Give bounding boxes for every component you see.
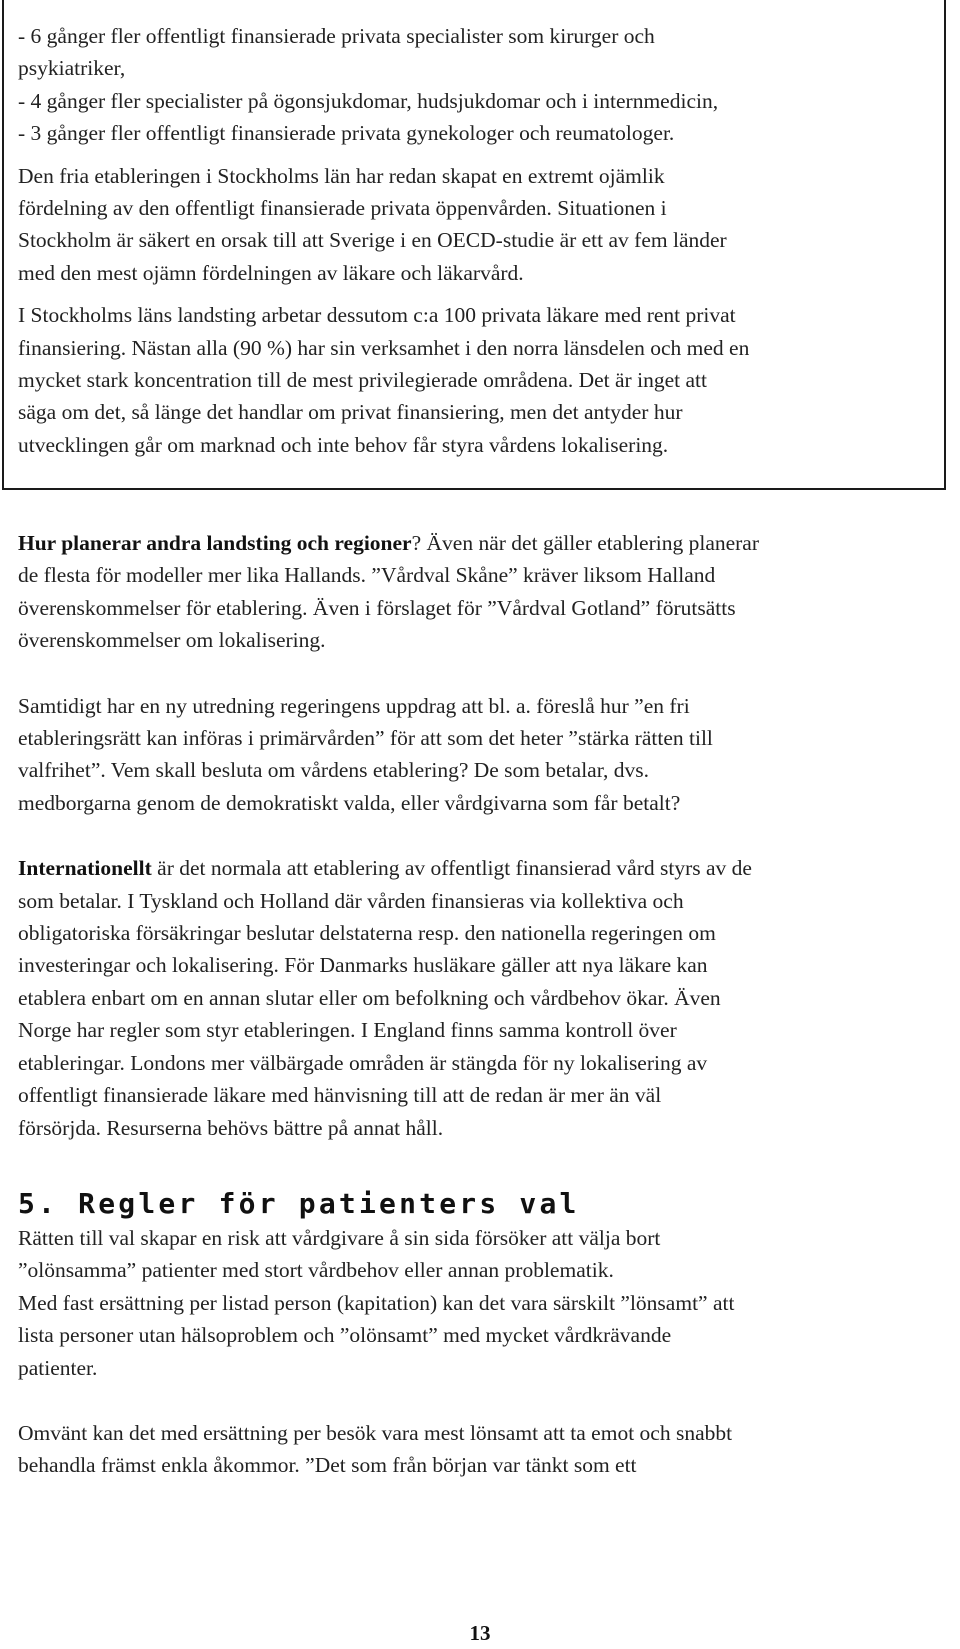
box-paragraph-line: finansiering. Nästan alla (90 %) har sin verksamhet i den norra länsdelen och med en <box>18 335 750 360</box>
box-list-line: - 4 gånger fler specialister på ögonsjukdomar, hudsjukdomar och i internmedicin, <box>18 88 719 113</box>
paragraph-line: obligatoriska försäkringar beslutar delstaterna resp. den nationella regeringen om <box>18 921 716 946</box>
box-paragraph-line: säga om det, så länge det handlar om privat finansiering, men det antyder hur <box>18 400 683 425</box>
paragraph-line: valfrihet”. Vem skall besluta om vårdens etablering? De som betalar, dvs. <box>18 758 650 783</box>
page-number: 13 <box>469 1621 491 1645</box>
paragraph-line: behandla främst enkla åkommor. ”Det som från början var tänkt som ett <box>18 1453 637 1478</box>
paragraph-line: investeringar och lokalisering. För Danmarks husläkare gäller att nya läkare kan <box>18 953 708 978</box>
paragraph-inquiry <box>18 690 948 820</box>
paragraph-line: ”olönsamma” patienter med stort vårdbehov eller annan problematik. <box>18 1258 614 1283</box>
bold-lead: Hur planerar andra landsting och regioner <box>18 531 412 555</box>
paragraph-line: etablera enbart om en annan slutar eller om befolkning och vårdbehov ökar. Även <box>18 985 721 1010</box>
paragraph-line: Samtidigt har en ny utredning regeringens uppdrag att bl. a. föreslå hur ”en fri <box>18 693 690 718</box>
paragraph-line: Rätten till val skapar en risk att vårdgivare å sin sida försöker att välja bort <box>18 1225 661 1250</box>
paragraph-line: Med fast ersättning per listad person (kapitation) kan det vara särskilt ”lönsamt” att <box>18 1290 735 1315</box>
box-paragraph-line: mycket stark koncentration till de mest privilegierade områdena. Det är inget att <box>18 368 707 393</box>
box-list-line: psykiatriker, <box>18 56 126 81</box>
box-paragraph-line: med den mest ojämn fördelningen av läkare och läkarvård. <box>18 260 524 285</box>
section-paragraph <box>18 1222 948 1384</box>
paragraph-line: de flesta för modeller mer lika Hallands. ”Vårdval Skåne” kräver liksom Halland <box>18 563 716 588</box>
bold-lead: Internationellt <box>18 856 152 881</box>
paragraph-line-rest: ? Även när det gäller etablering planerar <box>411 531 760 555</box>
bordered-text-box <box>2 0 946 490</box>
paragraph-line: försörjda. Resurserna behövs bättre på annat håll. <box>18 1115 444 1140</box>
paragraph-line: etableringar. Londons mer välbärgade områden är stängda för ny lokalisering av <box>18 1050 708 1075</box>
box-paragraph-line: I Stockholms läns landsting arbetar dessutom c:a 100 privata läkare med rent privat <box>18 303 736 328</box>
paragraph-line <box>18 852 948 884</box>
paragraph-line-rest: är det normala att etablering av offentligt finansierad vård styrs av de <box>151 856 752 881</box>
box-list-line: - 3 gånger fler offentligt finansierade privata gynekologer och reumatologer. <box>18 121 675 146</box>
box-paragraph-line: Den fria etableringen i Stockholms län har redan skapat en extremt ojämlik <box>18 163 665 188</box>
paragraph-line: etableringsrätt kan införas i primärvården” för att som det heter ”stärka rätten till <box>18 726 713 751</box>
box-paragraph-line: fördelning av den offentligt finansierade privata öppenvården. Situationen i <box>18 196 667 221</box>
paragraph-line: medborgarna genom de demokratiskt valda, eller vårdgivarna som får betalt? <box>18 790 681 815</box>
paragraph-per-visit <box>18 1417 948 1482</box>
paragraph-line: som betalar. I Tyskland och Holland där vården finansieras via kollektiva och <box>18 888 684 913</box>
box-paragraph-line: Stockholm är säkert en orsak till att Sverige i en OECD-studie är ett av fem länder <box>18 228 727 253</box>
box-paragraph-line: utvecklingen går om marknad och inte behov får styra vårdens lokalisering. <box>18 432 669 457</box>
paragraph-other-regions <box>18 527 948 657</box>
paragraph-international <box>18 852 948 1144</box>
paragraph-line: överenskommelser för etablering. Även i förslaget för ”Vårdval Gotland” förutsätts <box>18 595 736 620</box>
paragraph-line: offentligt finansierade läkare med hänvisning till att de redan är mer än väl <box>18 1083 662 1108</box>
paragraph-line: Norge har regler som styr etableringen. I England finns samma kontroll över <box>18 1018 677 1043</box>
section-heading: 5. Regler för patienters val <box>18 1186 580 1220</box>
paragraph-line: lista personer utan hälsoproblem och ”olönsamt” med mycket vårdkrävande <box>18 1323 672 1348</box>
main-text <box>18 527 948 1482</box>
paragraph-line: överenskommelser om lokalisering. <box>18 628 326 653</box>
paragraph-line: patienter. <box>18 1355 98 1380</box>
paragraph-line <box>18 527 948 559</box>
box-list-line: - 6 gånger fler offentligt finansierade privata specialister som kirurger och <box>18 24 655 48</box>
paragraph-line: Omvänt kan det med ersättning per besök vara mest lönsamt att ta emot och snabbt <box>18 1420 733 1445</box>
box-content <box>18 20 938 461</box>
